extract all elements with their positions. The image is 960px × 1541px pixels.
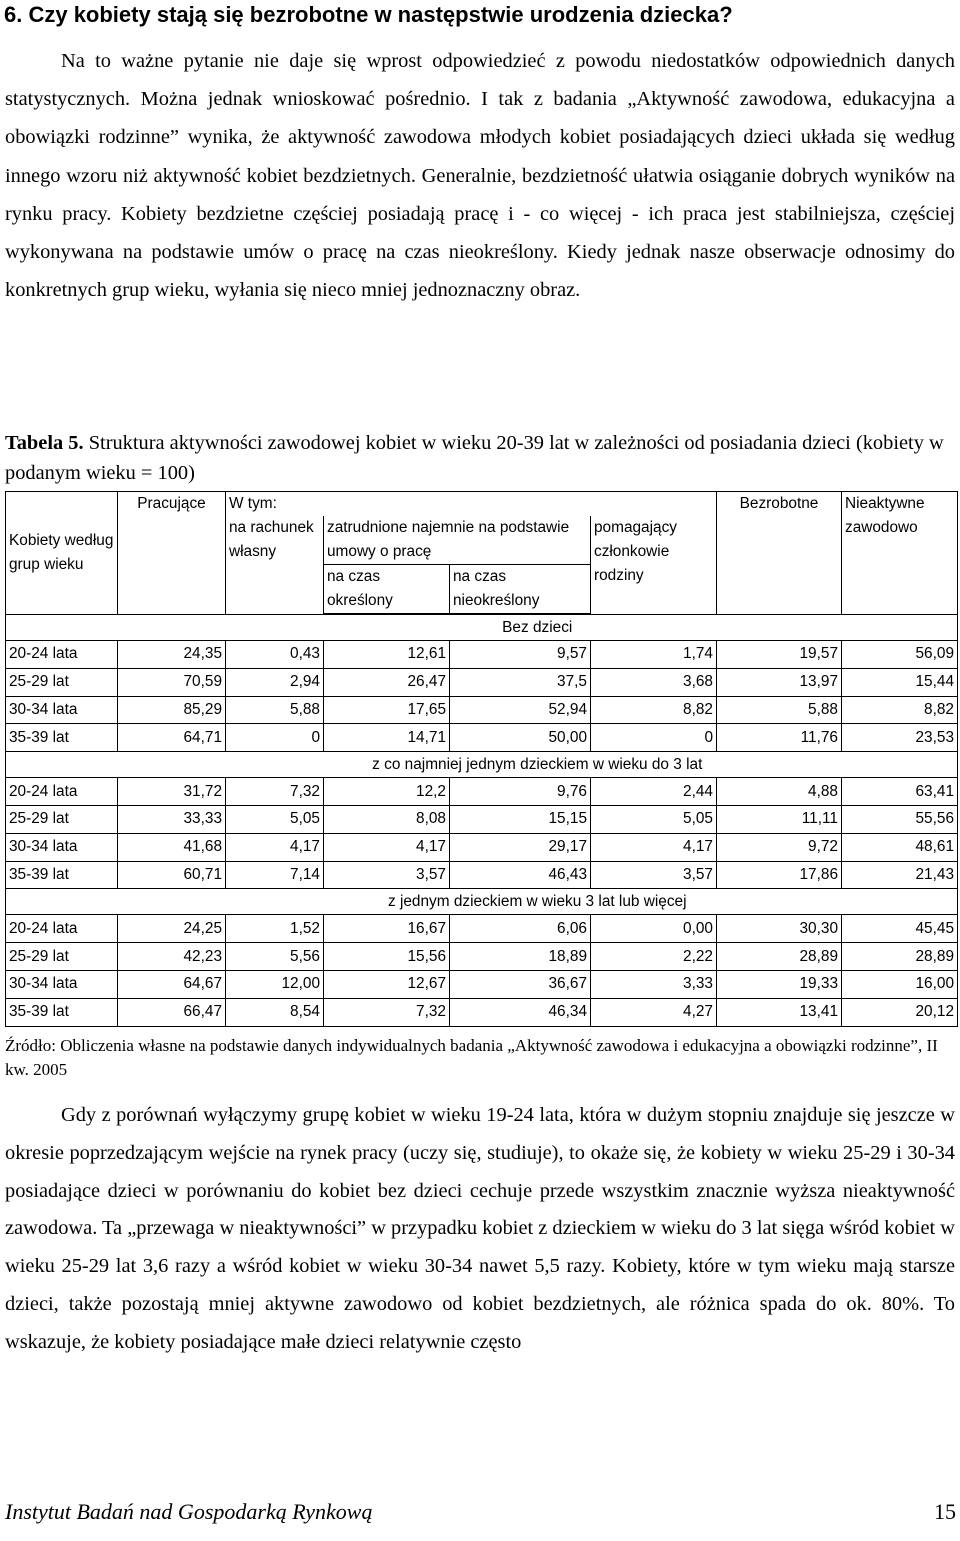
row-age-group: 20-24 lata bbox=[6, 915, 118, 943]
table-cell: 11,11 bbox=[717, 805, 842, 833]
table-cell: 8,54 bbox=[226, 998, 324, 1026]
table-cell: 0,43 bbox=[226, 641, 324, 669]
activity-structure-table bbox=[5, 491, 958, 1027]
table-cell: 5,05 bbox=[591, 805, 717, 833]
table-cell: 20,12 bbox=[842, 998, 958, 1026]
table-cell: 9,57 bbox=[450, 641, 591, 669]
header-indefinite: na czas nieokreślony bbox=[450, 565, 591, 614]
row-age-group: 35-39 lat bbox=[6, 998, 118, 1026]
table-cell: 4,27 bbox=[591, 998, 717, 1026]
section-spacer bbox=[6, 889, 118, 915]
table-cell: 11,76 bbox=[717, 724, 842, 752]
table-cell: 56,09 bbox=[842, 641, 958, 669]
table-cell: 5,88 bbox=[717, 696, 842, 724]
section-title: z co najmniej jednym dzieckiem w wieku do 3 lat bbox=[118, 752, 958, 778]
table-row bbox=[6, 805, 958, 833]
table-row bbox=[6, 970, 958, 998]
table-cell: 12,67 bbox=[324, 970, 450, 998]
table-cell: 26,47 bbox=[324, 668, 450, 696]
header-fixed-term: na czas określony bbox=[324, 565, 450, 614]
table-cell: 70,59 bbox=[118, 668, 226, 696]
table-cell: 16,00 bbox=[842, 970, 958, 998]
table-cell: 37,5 bbox=[450, 668, 591, 696]
header-unemployed: Bezrobotne bbox=[717, 492, 842, 615]
header-age-group: Kobiety według grup wieku bbox=[6, 492, 118, 615]
table-cell: 24,25 bbox=[118, 915, 226, 943]
table-row bbox=[6, 778, 958, 806]
table-cell: 2,44 bbox=[591, 778, 717, 806]
table-row bbox=[6, 696, 958, 724]
table-cell: 3,68 bbox=[591, 668, 717, 696]
table-cell: 28,89 bbox=[717, 943, 842, 971]
table-cell: 29,17 bbox=[450, 833, 591, 861]
table-cell: 6,06 bbox=[450, 915, 591, 943]
row-age-group: 30-34 lata bbox=[6, 833, 118, 861]
table-cell: 7,14 bbox=[226, 861, 324, 889]
table-cell: 5,56 bbox=[226, 943, 324, 971]
table-row bbox=[6, 724, 958, 752]
table-row bbox=[6, 943, 958, 971]
table-cell: 33,33 bbox=[118, 805, 226, 833]
table-row bbox=[6, 915, 958, 943]
row-age-group: 20-24 lata bbox=[6, 778, 118, 806]
table-cell: 19,33 bbox=[717, 970, 842, 998]
table-cell: 24,35 bbox=[118, 641, 226, 669]
table-row bbox=[6, 998, 958, 1026]
table-cell: 15,44 bbox=[842, 668, 958, 696]
table-cell: 19,57 bbox=[717, 641, 842, 669]
table-caption-label: Tabela 5. bbox=[5, 432, 84, 454]
table-cell: 13,41 bbox=[717, 998, 842, 1026]
analysis-paragraph: Gdy z porównań wyłączymy grupę kobiet w wieku 19-24 lata, która w dużym stopniu znajduje się jeszcze w okresie poprzedzającym wejście na rynek pracy (uczy się, studiuje), to okaże się, że kobiety w wieku 25-29 i 30-34 posiadające dzieci w porównaniu do kobiet bez dzieci cechuje przede wszystkim znacznie wyższa nieaktywność zawodowa. Ta „przewaga w nieaktywności” w przypadku kobiet z dzieckiem w wieku do 3 lat sięga wśród kobiet w wieku 25-29 lat 3,6 razy a wśród kobiet w wieku 30-34 nawet 5,5 razy. Kobiety, które w tym wieku mają starsze dzieci, także pozostają mniej aktywne zawodowo od kobiet bezdzietnych, ale różnica spada do ok. 80%. To wskazuje, że kobiety posiadające małe dzieci relatywnie często bbox=[5, 1104, 956, 1353]
table-cell: 18,89 bbox=[450, 943, 591, 971]
table-row bbox=[6, 668, 958, 696]
table-cell: 5,05 bbox=[226, 805, 324, 833]
section-spacer bbox=[6, 752, 118, 778]
header-self-employed: na rachunek własny bbox=[226, 516, 324, 615]
row-age-group: 30-34 lata bbox=[6, 696, 118, 724]
table-cell: 7,32 bbox=[324, 998, 450, 1026]
table-cell: 13,97 bbox=[717, 668, 842, 696]
row-age-group: 35-39 lat bbox=[6, 861, 118, 889]
section-heading: 6. Czy kobiety stają się bezrobotne w następstwie urodzenia dziecka? bbox=[4, 2, 733, 27]
table-cell: 2,22 bbox=[591, 943, 717, 971]
table-cell: 1,52 bbox=[226, 915, 324, 943]
table-cell: 15,56 bbox=[324, 943, 450, 971]
table-cell: 23,53 bbox=[842, 724, 958, 752]
table-cell: 50,00 bbox=[450, 724, 591, 752]
table-cell: 7,32 bbox=[226, 778, 324, 806]
row-age-group: 25-29 lat bbox=[6, 668, 118, 696]
header-family-helpers: pomagający członkowie rodziny bbox=[591, 516, 717, 615]
table-cell: 64,67 bbox=[118, 970, 226, 998]
table-cell: 3,33 bbox=[591, 970, 717, 998]
table-cell: 9,76 bbox=[450, 778, 591, 806]
table-cell: 17,65 bbox=[324, 696, 450, 724]
table-cell: 28,89 bbox=[842, 943, 958, 971]
table-cell: 3,57 bbox=[591, 861, 717, 889]
table-caption-text: Struktura aktywności zawodowej kobiet w wieku 20-39 lat w zależności od posiadania dzieci (kobiety w podanym wieku = 100) bbox=[5, 432, 944, 484]
row-age-group: 25-29 lat bbox=[6, 805, 118, 833]
table-cell: 12,00 bbox=[226, 970, 324, 998]
table-cell: 5,88 bbox=[226, 696, 324, 724]
table-cell: 4,88 bbox=[717, 778, 842, 806]
row-age-group: 35-39 lat bbox=[6, 724, 118, 752]
footer-institute: Instytut Badań nad Gospodarką Rynkową bbox=[5, 1499, 373, 1524]
table-cell: 85,29 bbox=[118, 696, 226, 724]
table-cell: 9,72 bbox=[717, 833, 842, 861]
header-of-which: W tym: bbox=[226, 492, 717, 517]
table-cell: 55,56 bbox=[842, 805, 958, 833]
table-cell: 63,41 bbox=[842, 778, 958, 806]
table-cell: 31,72 bbox=[118, 778, 226, 806]
table-cell: 4,17 bbox=[591, 833, 717, 861]
table-row bbox=[6, 833, 958, 861]
table-cell: 52,94 bbox=[450, 696, 591, 724]
table-cell: 8,82 bbox=[842, 696, 958, 724]
table-cell: 42,23 bbox=[118, 943, 226, 971]
table-cell: 15,15 bbox=[450, 805, 591, 833]
header-employed-contract: zatrudnione najemnie na podstawie umowy o pracę bbox=[324, 516, 591, 565]
table-cell: 41,68 bbox=[118, 833, 226, 861]
table-cell: 66,47 bbox=[118, 998, 226, 1026]
page-number: 15 bbox=[934, 1499, 956, 1524]
row-age-group: 30-34 lata bbox=[6, 970, 118, 998]
table-cell: 30,30 bbox=[717, 915, 842, 943]
table-cell: 48,61 bbox=[842, 833, 958, 861]
table-cell: 60,71 bbox=[118, 861, 226, 889]
table-cell: 8,82 bbox=[591, 696, 717, 724]
table-cell: 36,67 bbox=[450, 970, 591, 998]
table-cell: 0 bbox=[591, 724, 717, 752]
row-age-group: 20-24 lata bbox=[6, 641, 118, 669]
table-cell: 3,57 bbox=[324, 861, 450, 889]
section-spacer bbox=[6, 615, 118, 641]
table-cell: 12,61 bbox=[324, 641, 450, 669]
table-cell: 12,2 bbox=[324, 778, 450, 806]
intro-paragraph: Na to ważne pytanie nie daje się wprost odpowiedzieć z powodu niedostatków odpowiednich danych statystycznych. Można jednak wnioskować pośrednio. I tak z badania „Aktywność zawodowa, edukacyjna a obowiązki rodzinne” wynika, że aktywność zawodowa młodych kobiet posiadających dzieci układa się według innego wzoru niż aktywność kobiet bezdzietnych. Generalnie, bezdzietność ułatwia osiąganie dobrych wyników na rynku pracy. Kobiety bezdzietne częściej posiadają pracę i - co więcej - ich praca jest stabilniejsza, częściej wykonywana na podstawie umów o pracę na czas nieokreślony. Kiedy jednak nasze obserwacje odnosimy do konkretnych grup wieku, wyłania się nieco mniej jednoznaczny obraz. bbox=[5, 50, 955, 302]
table-cell: 17,86 bbox=[717, 861, 842, 889]
table-caption bbox=[5, 428, 955, 488]
table-cell: 8,08 bbox=[324, 805, 450, 833]
table-cell: 4,17 bbox=[226, 833, 324, 861]
table-source: Źródło: Obliczenia własne na podstawie danych indywidualnych badania „Aktywność zawodowa i edukacyjna a obowiązki rodzinne”, II kw. 2005 bbox=[5, 1036, 938, 1079]
table-cell: 16,67 bbox=[324, 915, 450, 943]
header-inactive: Nieaktywne zawodowo bbox=[842, 492, 958, 615]
table-cell: 0 bbox=[226, 724, 324, 752]
table-cell: 14,71 bbox=[324, 724, 450, 752]
table-cell: 46,43 bbox=[450, 861, 591, 889]
table-cell: 46,34 bbox=[450, 998, 591, 1026]
table-cell: 2,94 bbox=[226, 668, 324, 696]
table-row bbox=[6, 641, 958, 669]
section-title: Bez dzieci bbox=[118, 615, 958, 641]
section-title: z jednym dzieckiem w wieku 3 lat lub więcej bbox=[118, 889, 958, 915]
table-cell: 4,17 bbox=[324, 833, 450, 861]
table-cell: 45,45 bbox=[842, 915, 958, 943]
header-working: Pracujące bbox=[118, 492, 226, 615]
table-row bbox=[6, 861, 958, 889]
row-age-group: 25-29 lat bbox=[6, 943, 118, 971]
table-cell: 0,00 bbox=[591, 915, 717, 943]
table-cell: 21,43 bbox=[842, 861, 958, 889]
table-cell: 1,74 bbox=[591, 641, 717, 669]
table-cell: 64,71 bbox=[118, 724, 226, 752]
